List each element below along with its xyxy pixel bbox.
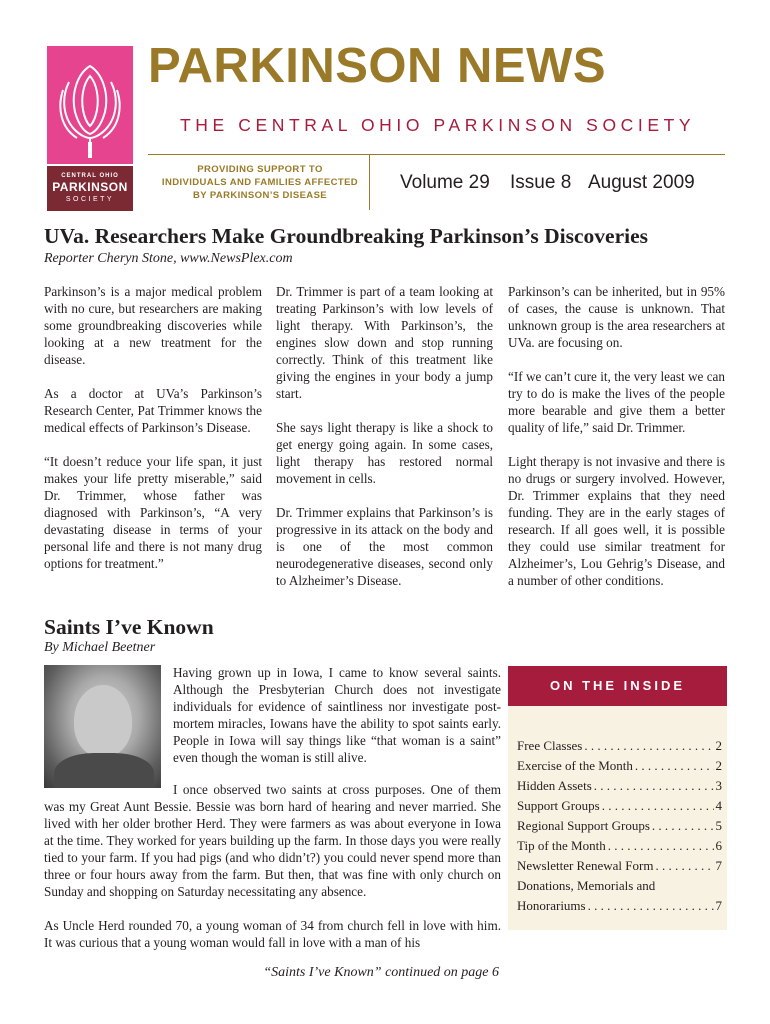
paragraph: Parkinson’s can be inherited, but in 95% of cases, the cause is unknown. That unknown group is the area researchers at UVa. are focusing on. (508, 284, 725, 350)
toc-page: 4 (715, 798, 722, 813)
saints-body (44, 781, 501, 968)
toc-item[interactable] (517, 796, 722, 816)
toc-leader (655, 856, 713, 876)
toc-label-2: Honorariums (517, 898, 586, 913)
toc-item[interactable] (517, 836, 722, 856)
saints-byline: By Michael Beetner (44, 640, 156, 655)
paragraph: I once observed two saints at cross purposes. One of them was my Great Aunt Bessie. Bessie was born hard of hearing and never married. She lived with her older brother Herd. They were farmers as was about everyone in Iowa at the time. They worked for years building up the farm. In those days you were really tied to your farm. If you had pigs (and who didn’t?) you could never spend more than three or four hours away from the farm. But then, that was fine with only church on Sunday and shopping on Saturday necessitating any absence. (44, 782, 501, 899)
saints-headline: Saints I’ve Known (44, 615, 214, 639)
logo-line-1: CENTRAL OHIO (61, 173, 119, 179)
logo-line-3: SOCIETY (65, 196, 115, 203)
toc-page: 2 (715, 738, 722, 753)
author-photo (44, 665, 161, 788)
toc-label: Support Groups (517, 798, 600, 813)
toc-leader (635, 756, 714, 776)
paragraph: She says light therapy is like a shock to get energy going again. In some cases, light therapy has restored normal movement in cells. (276, 420, 493, 486)
article-column-1 (44, 283, 262, 589)
photo-face (74, 685, 132, 757)
volume-number: Volume 29 (400, 172, 490, 193)
tagline-line-3: BY PARKINSON’S DISEASE (192, 190, 328, 201)
toc-label: Newsletter Renewal Form (517, 858, 654, 873)
toc-page: 2 (715, 758, 722, 773)
toc-leader (608, 836, 714, 856)
toc-page: 6 (715, 838, 722, 853)
toc-label: Exercise of the Month (517, 758, 633, 773)
saints-intro (173, 664, 501, 783)
logo-line-2: PARKINSON (52, 180, 128, 194)
masthead-rule (148, 154, 725, 155)
toc-label: Tip of the Month (517, 838, 606, 853)
toc-item[interactable] (517, 876, 722, 916)
paragraph: As a doctor at UVa’s Parkinson’s Research Center, Pat Trimmer knows the medical effects of Parkinson’s Disease. (44, 386, 262, 435)
tagline-line-1: PROVIDING SUPPORT TO (197, 164, 323, 175)
toc-leader (652, 816, 714, 836)
on-the-inside-box (508, 666, 727, 930)
society-logo (47, 46, 133, 211)
logo-tulip-panel (47, 46, 133, 164)
toc-item[interactable] (517, 856, 722, 876)
toc-leader (588, 896, 714, 916)
toc-leader (594, 776, 714, 796)
toc-label: Hidden Assets (517, 778, 592, 793)
article-column-3 (508, 283, 725, 606)
inside-heading: ON THE INSIDE (508, 666, 727, 706)
paragraph: Dr. Trimmer is part of a team looking at treating Parkinson’s with low levels of light therapy. With Parkinson’s, the engines slow down and stop running correctly. Think of this treatment like giving the engines in your body a jump start. (276, 284, 493, 401)
paragraph: As Uncle Herd rounded 70, a young woman of 34 from church fell in love with him. It was curious that a young woman would fall in love with a man of his (44, 918, 501, 950)
tulip-icon (47, 46, 133, 164)
continued-note: “Saints I’ve Known” continued on page 6 (263, 965, 499, 980)
toc-item[interactable] (517, 736, 722, 756)
toc-item[interactable] (517, 816, 722, 836)
toc-item-line-2 (517, 896, 722, 916)
toc-label: Free Classes (517, 738, 583, 753)
paragraph: Parkinson’s is a major medical problem with no cure, but researchers are making some groundbreaking discoveries while looking at a new treatment for the disease. (44, 284, 262, 367)
toc-page: 5 (715, 818, 722, 833)
newsletter-subtitle: THE CENTRAL OHIO PARKINSON SOCIETY (180, 115, 696, 135)
paragraph: Light therapy is not invasive and there is no drugs or surgery involved. However, Dr. Trimmer explains that they need funding. They are in the early stages of research. If all goes well, it is possible they could use similar treatment for Alzheimer’s, Lou Gehrig’s Disease, and a number of other conditions. (508, 454, 725, 588)
tagline-line-2: INDIVIDUALS AND FAMILIES AFFECTED (161, 177, 359, 188)
issue-date: August 2009 (588, 172, 695, 193)
paragraph: Dr. Trimmer explains that Parkinson’s is progressive in its attack on the body and is one of the most common neurodegenerative diseases, second only to Alzheimer’s Disease. (276, 505, 493, 588)
toc-leader (602, 796, 714, 816)
tagline (160, 163, 360, 202)
toc-label: Donations, Memorials and (517, 878, 656, 893)
masthead-divider (369, 154, 370, 210)
table-of-contents (517, 736, 722, 916)
newsletter-title: PARKINSON NEWS (148, 39, 607, 93)
toc-item[interactable] (517, 756, 722, 776)
toc-label: Regional Support Groups (517, 818, 650, 833)
article-column-2 (276, 283, 493, 606)
paragraph: Having grown up in Iowa, I came to know several saints. Although the Presbyterian Church does not investigate individuals for evidence of saintliness nor investigate post-mortem miracles, Iowans have the ability to spot saints early. People in Iowa will say things like “that woman is a saint” even though the woman is still alive. (173, 665, 501, 765)
article-headline: UVa. Researchers Make Groundbreaking Parkinson’s Discoveries (44, 224, 648, 248)
issue-number: Issue 8 (510, 172, 572, 193)
paragraph: “It doesn’t reduce your life span, it just makes your life pretty miserable,” said Dr. Trimmer, whose father was diagnosed with Parkinson’s, “A very devastating disease in terms of your personal life and there is not many drug options for treatment.” (44, 454, 262, 571)
toc-page: 3 (715, 778, 722, 793)
logo-text-panel (47, 166, 133, 211)
toc-page: 7 (715, 898, 722, 913)
toc-leader (584, 736, 713, 756)
toc-item[interactable] (517, 776, 722, 796)
article-byline: Reporter Cheryn Stone, www.NewsPlex.com (44, 251, 293, 266)
paragraph: “If we can’t cure it, the very least we can try to do is make the lives of the people more bearable and give them a better quality of life,” said Dr. Trimmer. (508, 369, 725, 435)
toc-page: 7 (715, 858, 722, 873)
